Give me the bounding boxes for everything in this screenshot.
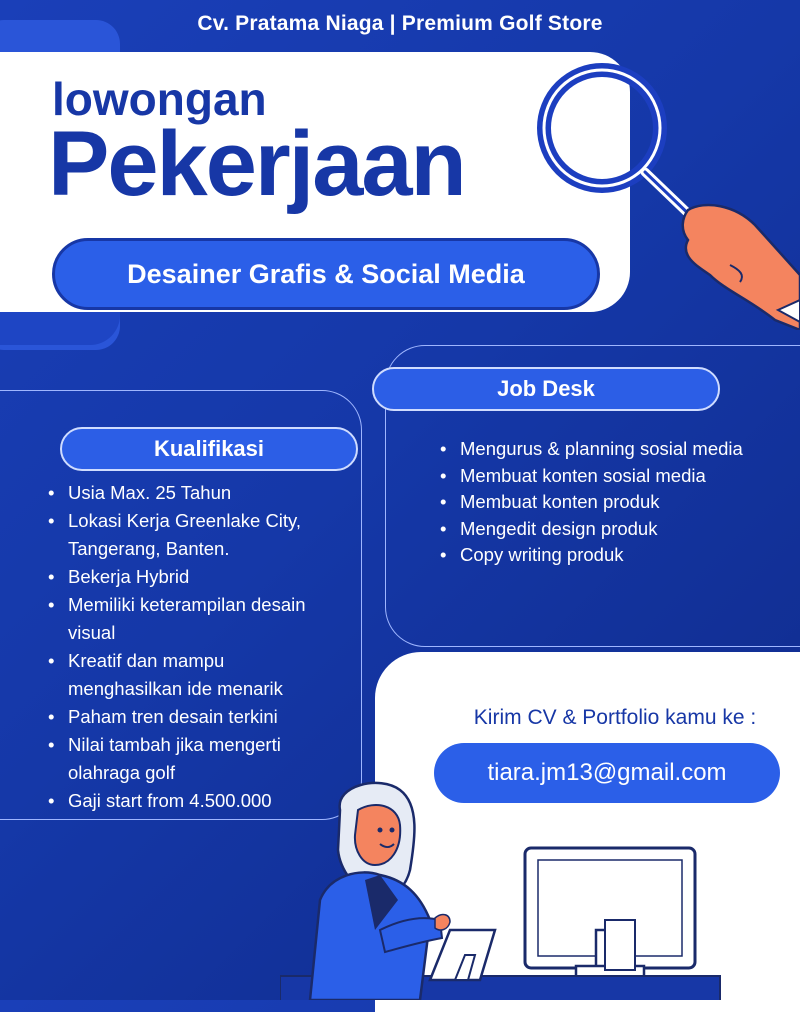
list-item: • Lokasi Kerja Greenlake City, Tangerang, Banten. xyxy=(48,507,338,563)
kualifikasi-list xyxy=(48,479,338,815)
contact-label: Kirim CV & Portfolio kamu ke : xyxy=(473,706,757,729)
email-link[interactable]: tiara.jm13@gmail.com xyxy=(434,743,780,803)
brand-header: Cv. Pratama Niaga | Premium Golf Store xyxy=(197,12,603,35)
list-item: • Mengedit design produk xyxy=(440,516,790,543)
list-item: • Copy writing produk xyxy=(440,542,790,569)
list-item: • Membuat konten sosial media xyxy=(440,463,790,490)
list-item: • Mengurus & planning sosial media xyxy=(440,436,790,463)
list-item: • Memiliki keterampilan desain visual xyxy=(48,591,338,647)
list-item: • Gaji start from 4.500.000 xyxy=(48,787,338,815)
job-desk-list xyxy=(440,436,790,569)
list-item: • Membuat konten produk xyxy=(440,489,790,516)
list-item: • Paham tren desain terkini xyxy=(48,703,338,731)
woman-at-computer-illustration xyxy=(280,780,740,1000)
hero-title: Pekerjaan xyxy=(48,113,465,215)
list-item: • Nilai tambah jika mengerti olahraga golf xyxy=(48,731,338,787)
hero-subtitle: lowongan xyxy=(52,73,267,125)
list-item: • Bekerja Hybrid xyxy=(48,563,338,591)
job-desk-heading: Job Desk xyxy=(372,367,720,411)
magnifier-hand-illustration xyxy=(530,60,800,330)
list-item: • Kreatif dan mampu menghasilkan ide menarik xyxy=(48,647,338,703)
list-item: • Usia Max. 25 Tahun xyxy=(48,479,338,507)
kualifikasi-heading: Kualifikasi xyxy=(60,427,358,471)
role-badge: Desainer Grafis & Social Media xyxy=(52,238,600,310)
